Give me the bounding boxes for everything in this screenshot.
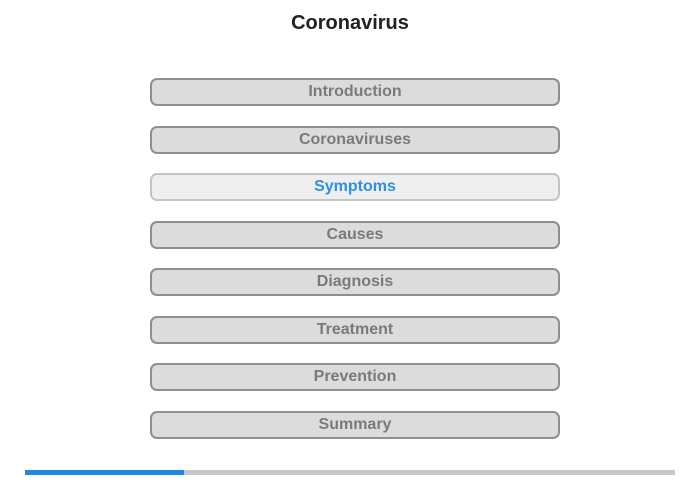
menu-item-coronaviruses[interactable]: Coronaviruses [150,126,560,154]
menu-item-treatment[interactable]: Treatment [150,316,560,344]
menu-item-summary[interactable]: Summary [150,411,560,439]
menu-item-symptoms[interactable]: Symptoms [150,173,560,201]
menu-item-diagnosis[interactable]: Diagnosis [150,268,560,296]
menu-item-prevention[interactable]: Prevention [150,363,560,391]
progress-bar-fill [25,470,184,475]
menu-item-introduction[interactable]: Introduction [150,78,560,106]
section-menu [150,78,560,458]
page-title: Coronavirus [291,12,409,34]
menu-item-causes[interactable]: Causes [150,221,560,249]
progress-bar [25,470,675,475]
